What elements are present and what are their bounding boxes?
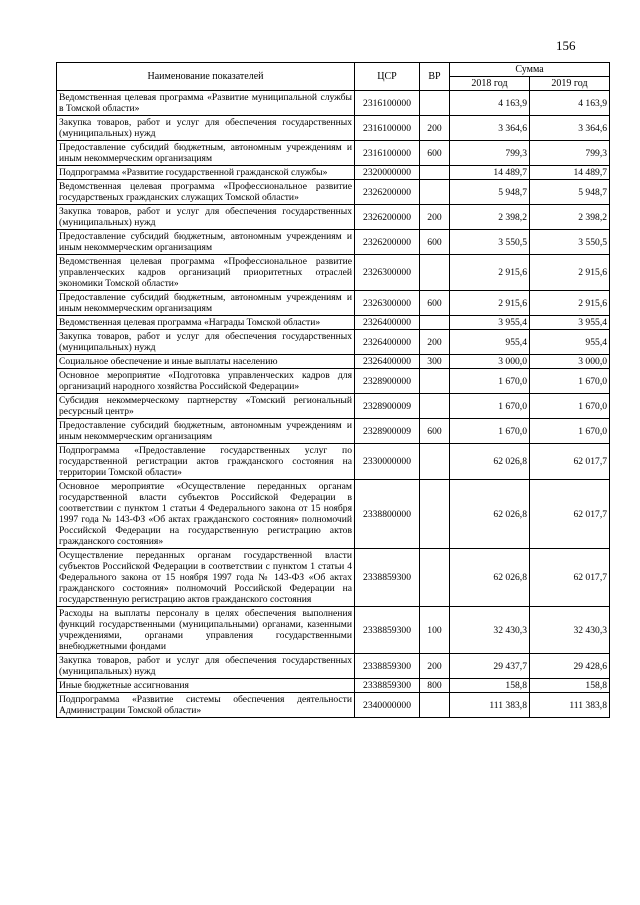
row-vr: 200 bbox=[420, 330, 450, 355]
row-name: Ведомственная целевая программа «Развитие муниципальной службы в Томской области» bbox=[57, 91, 355, 116]
row-2018: 2 915,6 bbox=[450, 255, 530, 291]
row-2019: 2 398,2 bbox=[530, 205, 610, 230]
row-2018: 29 437,7 bbox=[450, 654, 530, 679]
row-csr: 2330000000 bbox=[355, 444, 420, 480]
row-2018: 799,3 bbox=[450, 141, 530, 166]
table-row bbox=[57, 693, 610, 718]
row-vr bbox=[420, 316, 450, 330]
row-2018: 3 000,0 bbox=[450, 355, 530, 369]
row-2018: 62 026,8 bbox=[450, 480, 530, 549]
row-2019: 158,8 bbox=[530, 679, 610, 693]
row-2018: 62 026,8 bbox=[450, 444, 530, 480]
row-csr: 2326200000 bbox=[355, 205, 420, 230]
row-csr: 2326200000 bbox=[355, 230, 420, 255]
row-2019: 32 430,3 bbox=[530, 607, 610, 654]
row-name: Расходы на выплаты персоналу в целях обеспечения выполнения функций государственными (муниципальными) органами, казенными учреждениями, органами управления государственными внебюджетными фондами bbox=[57, 607, 355, 654]
row-name: Ведомственная целевая программа «Профессиональное развитие управленческих кадров организаций приоритетных отраслей экономики Томской области» bbox=[57, 255, 355, 291]
header-csr: ЦСР bbox=[355, 63, 420, 91]
row-2019: 62 017,7 bbox=[530, 480, 610, 549]
table-row bbox=[57, 607, 610, 654]
row-vr: 600 bbox=[420, 141, 450, 166]
row-name: Предоставление субсидий бюджетным, автономным учреждениям и иным некоммерческим организациям bbox=[57, 419, 355, 444]
row-vr: 200 bbox=[420, 205, 450, 230]
row-2018: 1 670,0 bbox=[450, 369, 530, 394]
row-csr: 2326400000 bbox=[355, 316, 420, 330]
table-row bbox=[57, 654, 610, 679]
row-2018: 62 026,8 bbox=[450, 549, 530, 607]
row-vr bbox=[420, 91, 450, 116]
row-2019: 111 383,8 bbox=[530, 693, 610, 718]
table-row bbox=[57, 230, 610, 255]
row-2019: 1 670,0 bbox=[530, 369, 610, 394]
row-csr: 2338859300 bbox=[355, 549, 420, 607]
table-row bbox=[57, 180, 610, 205]
row-2019: 29 428,6 bbox=[530, 654, 610, 679]
header-name: Наименование показателей bbox=[57, 63, 355, 91]
table-row bbox=[57, 679, 610, 693]
row-2018: 955,4 bbox=[450, 330, 530, 355]
row-vr bbox=[420, 180, 450, 205]
row-2018: 3 955,4 bbox=[450, 316, 530, 330]
table-row bbox=[57, 316, 610, 330]
row-vr: 800 bbox=[420, 679, 450, 693]
table-row bbox=[57, 255, 610, 291]
row-name: Подпрограмма «Развитие системы обеспечения деятельности Администрации Томской области» bbox=[57, 693, 355, 718]
row-2018: 3 364,6 bbox=[450, 116, 530, 141]
row-2018: 3 550,5 bbox=[450, 230, 530, 255]
row-vr: 200 bbox=[420, 116, 450, 141]
row-vr bbox=[420, 166, 450, 180]
row-2019: 3 955,4 bbox=[530, 316, 610, 330]
row-name: Подпрограмма «Предоставление государственных услуг по государственной регистрации актов гражданского состояния на территории Томской области» bbox=[57, 444, 355, 480]
row-vr bbox=[420, 394, 450, 419]
row-vr bbox=[420, 369, 450, 394]
table-row bbox=[57, 394, 610, 419]
table-row bbox=[57, 205, 610, 230]
row-name: Предоставление субсидий бюджетным, автономным учреждениям и иным некоммерческим организациям bbox=[57, 291, 355, 316]
row-2018: 4 163,9 bbox=[450, 91, 530, 116]
row-name: Закупка товаров, работ и услуг для обеспечения государственных (муниципальных) нужд bbox=[57, 654, 355, 679]
row-name: Подпрограмма «Развитие государственной гражданской службы» bbox=[57, 166, 355, 180]
row-name: Субсидия некоммерческому партнерству «Томский региональный ресурсный центр» bbox=[57, 394, 355, 419]
row-csr: 2326400000 bbox=[355, 330, 420, 355]
row-2019: 3 000,0 bbox=[530, 355, 610, 369]
row-2019: 3 550,5 bbox=[530, 230, 610, 255]
row-csr: 2338859300 bbox=[355, 679, 420, 693]
table-row bbox=[57, 141, 610, 166]
row-csr: 2320000000 bbox=[355, 166, 420, 180]
row-2019: 2 915,6 bbox=[530, 291, 610, 316]
row-vr: 200 bbox=[420, 654, 450, 679]
budget-table bbox=[56, 62, 610, 718]
table-row bbox=[57, 166, 610, 180]
table-row bbox=[57, 480, 610, 549]
row-2018: 1 670,0 bbox=[450, 419, 530, 444]
table-row bbox=[57, 116, 610, 141]
page-number: 156 bbox=[556, 38, 576, 53]
header-year-2018: 2018 год bbox=[450, 77, 530, 91]
table-row bbox=[57, 444, 610, 480]
row-2019: 14 489,7 bbox=[530, 166, 610, 180]
table-row bbox=[57, 549, 610, 607]
row-vr bbox=[420, 255, 450, 291]
row-vr: 600 bbox=[420, 419, 450, 444]
row-2018: 14 489,7 bbox=[450, 166, 530, 180]
row-2019: 5 948,7 bbox=[530, 180, 610, 205]
row-name: Социальное обеспечение и иные выплаты населению bbox=[57, 355, 355, 369]
row-2018: 2 398,2 bbox=[450, 205, 530, 230]
table-body bbox=[57, 91, 610, 718]
header-year-2019: 2019 год bbox=[530, 77, 610, 91]
row-name: Ведомственная целевая программа «Профессиональное развитие государственых гражданских служащих Томской области» bbox=[57, 180, 355, 205]
row-csr: 2328900000 bbox=[355, 369, 420, 394]
table-row bbox=[57, 91, 610, 116]
row-name: Ведомственная целевая программа «Награды Томской области» bbox=[57, 316, 355, 330]
row-csr: 2326300000 bbox=[355, 255, 420, 291]
row-2019: 62 017,7 bbox=[530, 444, 610, 480]
table-row bbox=[57, 355, 610, 369]
row-name: Закупка товаров, работ и услуг для обеспечения государственных (муниципальных) нужд bbox=[57, 205, 355, 230]
header-sum: Сумма bbox=[450, 63, 610, 77]
row-vr bbox=[420, 693, 450, 718]
row-csr: 2328900009 bbox=[355, 394, 420, 419]
table-row bbox=[57, 330, 610, 355]
row-2019: 1 670,0 bbox=[530, 394, 610, 419]
row-vr bbox=[420, 480, 450, 549]
row-name: Основное мероприятие «Осуществление переданных органам государственной власти субъектов Российской Федерации в соответствии с пунктом 1 статьи 4 Федерального закона от 15 ноября 1997 года № 143-ФЗ «Об актах гражданского состояния» полномочий Российской Федерации на государственную регистрацию актов гражданского состояния» bbox=[57, 480, 355, 549]
row-2019: 2 915,6 bbox=[530, 255, 610, 291]
row-csr: 2316100000 bbox=[355, 91, 420, 116]
row-2018: 2 915,6 bbox=[450, 291, 530, 316]
row-vr: 600 bbox=[420, 230, 450, 255]
row-2019: 1 670,0 bbox=[530, 419, 610, 444]
row-2019: 799,3 bbox=[530, 141, 610, 166]
row-name: Предоставление субсидий бюджетным, автономным учреждениям и иным некоммерческим организациям bbox=[57, 230, 355, 255]
row-name: Закупка товаров, работ и услуг для обеспечения государственных (муниципальных) нужд bbox=[57, 116, 355, 141]
row-2019: 62 017,7 bbox=[530, 549, 610, 607]
table-row bbox=[57, 419, 610, 444]
row-2018: 111 383,8 bbox=[450, 693, 530, 718]
row-csr: 2338800000 bbox=[355, 480, 420, 549]
row-csr: 2316100000 bbox=[355, 116, 420, 141]
row-2018: 32 430,3 bbox=[450, 607, 530, 654]
row-name: Иные бюджетные ассигнования bbox=[57, 679, 355, 693]
row-name: Осуществление переданных органам государственной власти субъектов Российской Федерации в соответствии с пунктом 1 статьи 4 Федерального закона от 15 ноября 1997 года № 143-ФЗ «Об актах гражданского состояния» полномочий Российской Федерации на государственную регистрацию актов гражданского состояния bbox=[57, 549, 355, 607]
row-csr: 2340000000 bbox=[355, 693, 420, 718]
row-csr: 2326200000 bbox=[355, 180, 420, 205]
header-vr: ВР bbox=[420, 63, 450, 91]
table-row bbox=[57, 369, 610, 394]
row-name: Предоставление субсидий бюджетным, автономным учреждениям и иным некоммерческим организациям bbox=[57, 141, 355, 166]
row-csr: 2326400000 bbox=[355, 355, 420, 369]
row-2018: 158,8 bbox=[450, 679, 530, 693]
row-vr: 600 bbox=[420, 291, 450, 316]
row-name: Закупка товаров, работ и услуг для обеспечения государственных (муниципальных) нужд bbox=[57, 330, 355, 355]
row-2019: 3 364,6 bbox=[530, 116, 610, 141]
row-csr: 2338859300 bbox=[355, 654, 420, 679]
row-2018: 1 670,0 bbox=[450, 394, 530, 419]
row-csr: 2316100000 bbox=[355, 141, 420, 166]
table-row bbox=[57, 291, 610, 316]
row-csr: 2338859300 bbox=[355, 607, 420, 654]
row-name: Основное мероприятие «Подготовка управленческих кадров для организаций народного хозяйства Российской Федерации» bbox=[57, 369, 355, 394]
row-vr bbox=[420, 549, 450, 607]
row-2019: 955,4 bbox=[530, 330, 610, 355]
table-header bbox=[57, 63, 610, 91]
row-csr: 2326300000 bbox=[355, 291, 420, 316]
row-2018: 5 948,7 bbox=[450, 180, 530, 205]
row-vr: 100 bbox=[420, 607, 450, 654]
row-vr bbox=[420, 444, 450, 480]
row-vr: 300 bbox=[420, 355, 450, 369]
row-csr: 2328900009 bbox=[355, 419, 420, 444]
row-2019: 4 163,9 bbox=[530, 91, 610, 116]
